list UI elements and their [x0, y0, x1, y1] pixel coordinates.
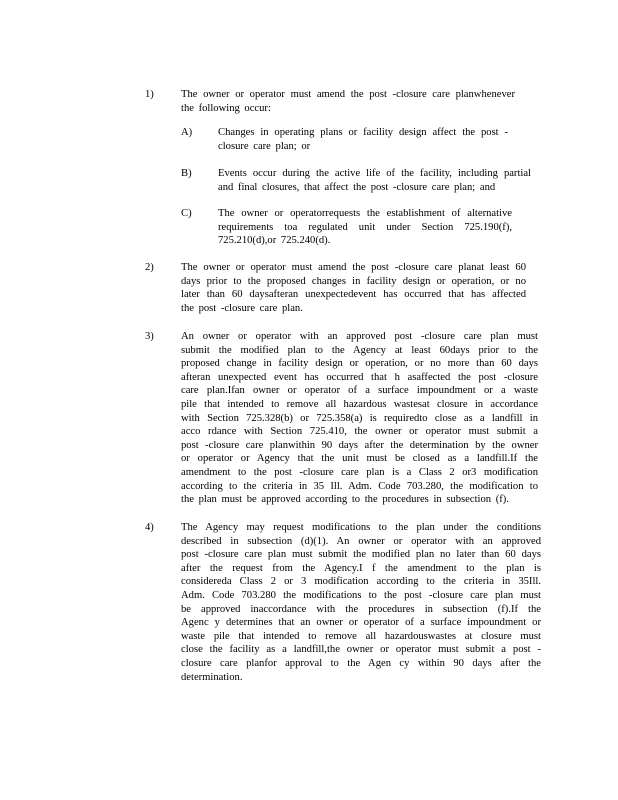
list-item-1	[145, 88, 545, 258]
text-line: later than 60 daysafteran unexpectedevent has occurred that has affected	[181, 289, 526, 301]
item-number: 4)	[145, 522, 154, 533]
text-line: The owner or operatorrequests the establishment of alternative	[218, 208, 512, 219]
text-line: post -closure care plan must submit the modified plan no later than 60 days	[181, 549, 541, 561]
text-line: the plan must be approved according to the procedures in subsection (f).	[181, 494, 509, 506]
text-line: care plan.Ifan owner or operator of a surface impoundment or a waste	[181, 385, 538, 397]
text-line: pile that intended to remove all hazardous wastesat closure in accordance	[181, 398, 538, 410]
item-text	[181, 261, 526, 315]
subitem-text	[218, 207, 512, 248]
text-line: amendment to the post -closure care plan is a Class 2 or3 modification	[181, 466, 538, 478]
text-line: considereda Class 2 or 3 modification according to the criteria in 35Ill.	[181, 576, 541, 588]
item-number: 1)	[145, 89, 154, 100]
subitem-text	[218, 126, 508, 153]
text-line: 725.210(d),or 725.240(d).	[218, 235, 331, 247]
text-line: The owner or operator must amend the post -closure care planwhenever	[181, 89, 515, 100]
text-line: Agenc y determines that an owner or operator of a surface impoundment or	[181, 617, 541, 629]
item-text	[181, 521, 541, 684]
text-line: proposed change in facility design or operation, or no more than 60 days	[181, 358, 538, 370]
text-line: closure care plan; or	[218, 140, 311, 152]
text-line: close the facility as a landfill,the owner or operator must submit a post -	[181, 644, 541, 656]
text-line: according to the criteria in 35 Ill. Adm. Code 703.280, the modification to	[181, 480, 538, 492]
text-line: The Agency may request modifications to the plan under the conditions	[181, 522, 541, 533]
text-line: described in subsection (d)(1). An owner or operator with an approved	[181, 535, 541, 547]
subitem-letter: C)	[181, 208, 192, 219]
list-item-2	[145, 261, 545, 321]
subitem-letter: A)	[181, 127, 193, 138]
text-line: the following occur:	[181, 102, 271, 114]
item-number: 2)	[145, 262, 154, 273]
text-line: afteran unexpected event has occurred that h asaffected the post -closure	[181, 371, 538, 383]
text-line: Adm. Code 703.280 the modifications to the post -closure care plan must	[181, 589, 541, 601]
item-text	[181, 88, 515, 115]
text-line: or operator or Agency that the unit must be closed as a landfill.If the	[181, 453, 538, 465]
text-line: with Section 725.328(b) or 725.358(a) is requiredto close as a landfill in	[181, 412, 538, 424]
item-text	[181, 330, 538, 507]
text-line: An owner or operator with an approved post -closure care plan must	[181, 331, 538, 342]
text-line: acco rdance with Section 725.410, the owner or operator must submit a	[181, 426, 538, 438]
subitem-text	[218, 167, 531, 194]
subitem-letter: B)	[181, 168, 192, 179]
text-line: determination.	[181, 671, 243, 683]
text-line: closure care planfor approval to the Agen cy within 90 days after the	[181, 657, 541, 669]
text-line: requirements toa regulated unit under Section 725.190(f),	[218, 221, 512, 233]
text-line: waste pile that intended to remove all hazardouswastes at closure must	[181, 630, 541, 642]
list-item-4	[145, 521, 545, 691]
text-line: days prior to the proposed changes in facility design or operation, or no	[181, 275, 526, 287]
text-line: after the request from the Agency.I f the amendment to the plan is	[181, 562, 541, 574]
text-line: the post -closure care plan.	[181, 302, 303, 314]
text-line: and final closures, that affect the post -closure care plan; and	[218, 181, 496, 193]
text-line: Events occur during the active life of the facility, including partial	[218, 168, 531, 179]
text-line: post -closure care planwithin 90 days after the determination by the owner	[181, 439, 538, 451]
text-line: Changes in operating plans or facility design affect the post -	[218, 127, 508, 138]
item-number: 3)	[145, 331, 154, 342]
list-item-3	[145, 330, 545, 515]
text-line: The owner or operator must amend the post -closure care planat least 60	[181, 262, 526, 273]
text-line: be approved inaccordance with the procedures in subsection (f).If the	[181, 603, 541, 615]
text-line: submit the modified plan to the Agency at least 60days prior to the	[181, 344, 538, 356]
